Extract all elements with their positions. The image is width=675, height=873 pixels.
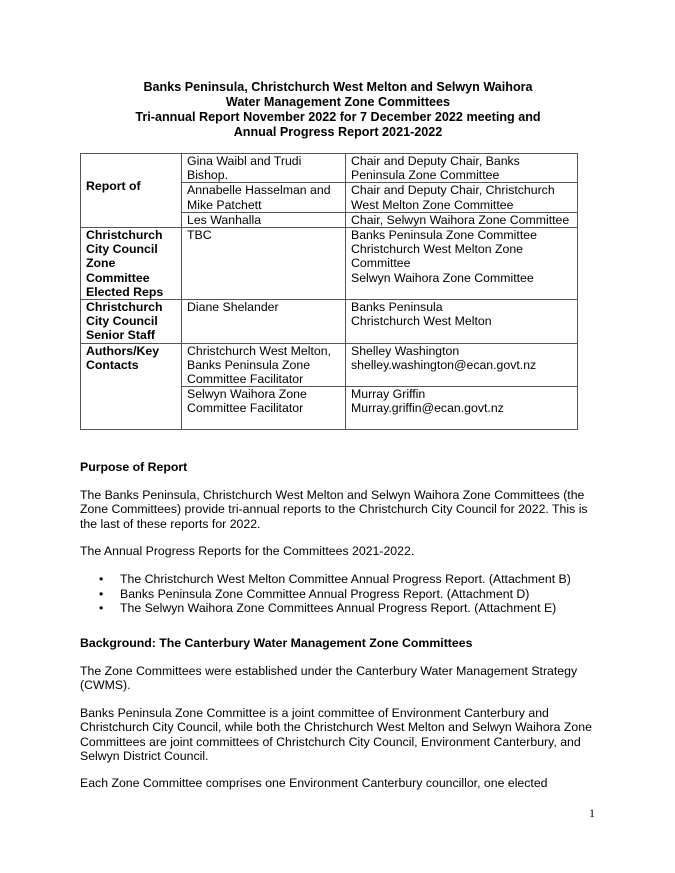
page-number: 1 — [589, 806, 595, 820]
cell-line: Selwyn Waihora Zone Committee — [351, 270, 534, 285]
cell-line: Peninsula Zone Committee — [351, 168, 500, 183]
cell-line: Selwyn Waihora Zone — [187, 387, 307, 402]
table-cell-roles — [346, 387, 578, 430]
label-line: Contacts — [86, 357, 139, 372]
paragraph-line: Banks Peninsula Zone Committee is a joint committee of Environment Canterbury and — [80, 706, 549, 720]
cell-line: Christchurch West Melton, — [187, 343, 331, 358]
cell-line: Chair, Selwyn Waihora Zone Committee — [351, 212, 570, 227]
cell-line: TBC — [187, 228, 212, 243]
bullet-marker: • — [99, 601, 104, 616]
purpose-paragraph — [80, 488, 600, 531]
list-item-text: Banks Peninsula Zone Committee Annual Progress Report. (Attachment D) — [120, 586, 530, 601]
cell-line: Gina Waibl and Trudi — [187, 154, 302, 168]
attachments-list — [80, 572, 600, 616]
table-cell-roles — [346, 154, 578, 183]
table-cell-roles — [346, 212, 578, 227]
paragraph-line: Each Zone Committee comprises one Environment Canterbury councillor, one elected — [80, 776, 548, 790]
list-item — [80, 601, 600, 616]
background-heading: Background: The Canterbury Water Management Zone Committees — [80, 636, 473, 650]
table-cell-roles — [346, 183, 578, 212]
table-cell-names — [182, 183, 346, 212]
paragraph-line: Christchurch City Council, while both the Christchurch West Melton and Selwyn Waihora Zone — [80, 720, 592, 735]
cell-line: West Melton Zone Committee — [351, 197, 514, 212]
table-cell-names — [182, 154, 346, 183]
table-cell-roles — [346, 300, 578, 344]
cell-line: Shelley Washington — [351, 343, 460, 358]
bullet-marker: • — [99, 572, 104, 586]
cell-line: Murray Griffin — [351, 387, 426, 402]
elected-reps-label — [81, 228, 182, 300]
list-item-text: The Selwyn Waihora Zone Committees Annual Progress Report. (Attachment E) — [120, 601, 557, 616]
label-line: City Council — [86, 242, 158, 257]
table-cell-roles — [346, 228, 578, 300]
senior-staff-label — [81, 300, 182, 344]
bullet-marker: • — [99, 586, 104, 601]
label-line: City Council — [86, 314, 158, 329]
label-line: Zone — [86, 256, 116, 271]
cell-line: Mike Patchett — [187, 197, 262, 212]
cell-line: Christchurch West Melton Zone — [351, 242, 523, 257]
label-line: Christchurch — [86, 228, 163, 243]
purpose-heading: Purpose of Report — [80, 460, 188, 474]
table-cell-names — [182, 228, 346, 300]
report-info-table — [80, 153, 578, 430]
cell-line: Bishop. — [187, 168, 229, 183]
table-row — [81, 300, 578, 344]
cell-line: Banks Peninsula Zone — [187, 357, 311, 372]
cell-line: Diane Shelander — [187, 300, 279, 315]
report-of-label — [81, 154, 182, 228]
table-row — [81, 154, 578, 183]
cell-line: Committee Facilitator — [187, 372, 304, 387]
background-paragraph-1 — [80, 664, 600, 693]
table-cell-roles — [346, 343, 578, 387]
list-item — [80, 572, 600, 587]
cell-line: Christchurch West Melton — [351, 314, 492, 329]
list-item-text: The Christchurch West Melton Committee Annual Progress Report. (Attachment B) — [120, 572, 571, 586]
cell-line: Les Wanhalla — [187, 212, 262, 227]
cell-line: Committee — [351, 256, 411, 271]
title-line: Annual Progress Report 2021-2022 — [233, 125, 443, 139]
table-row — [81, 343, 578, 387]
background-paragraph-3 — [80, 776, 600, 790]
label-line: Senior Staff — [86, 328, 156, 343]
paragraph-line: Committees are joint committees of Christchurch City Council, Environment Canterbury, and — [80, 734, 581, 749]
paragraph-line: Selwyn District Council. — [80, 748, 209, 763]
label-line: Elected Reps — [86, 284, 164, 299]
table-cell-names — [182, 343, 346, 387]
label-line: Christchurch — [86, 300, 163, 315]
title-line: Water Management Zone Committees — [225, 95, 451, 109]
paragraph-line: Zone Committees) provide tri-annual reports to the Christchurch City Council for 2022. This is — [80, 502, 588, 517]
title-line: Banks Peninsula, Christchurch West Melton and Selwyn Waihora — [143, 80, 533, 94]
table-row — [81, 228, 578, 300]
cell-line: Chair and Deputy Chair, Christchurch — [351, 183, 555, 198]
cell-line: Banks Peninsula — [351, 300, 443, 315]
label-text: Report of — [86, 179, 141, 194]
paragraph-line: The Zone Committees were established under the Canterbury Water Management Strategy — [80, 664, 578, 678]
cell-line: shelley.washington@ecan.govt.nz — [351, 357, 537, 372]
cell-line: Chair and Deputy Chair, Banks — [351, 154, 520, 168]
paragraph-line: the last of these reports for 2022. — [80, 516, 261, 531]
table-cell-names — [182, 212, 346, 227]
contacts-label — [81, 343, 182, 430]
cell-line: Banks Peninsula Zone Committee — [351, 228, 537, 243]
cell-line: Murray.griffin@ecan.govt.nz — [351, 401, 504, 416]
table-cell-names — [182, 300, 346, 344]
cell-line: Committee Facilitator — [187, 401, 304, 416]
list-item — [80, 587, 600, 602]
title-line: Tri-annual Report November 2022 for 7 December 2022 meeting and — [135, 110, 541, 124]
cell-line: Annabelle Hasselman and — [187, 183, 331, 198]
paragraph-line: (CWMS). — [80, 678, 131, 693]
report-title — [80, 80, 596, 140]
annual-reports-paragraph: The Annual Progress Reports for the Committees 2021-2022. — [80, 544, 415, 558]
label-line: Committee — [86, 270, 150, 285]
paragraph-line: The Banks Peninsula, Christchurch West Melton and Selwyn Waihora Zone Committees (the — [80, 488, 585, 502]
table-cell-names — [182, 387, 346, 430]
background-paragraph-2 — [80, 706, 600, 763]
label-line: Authors/Key — [86, 343, 160, 358]
